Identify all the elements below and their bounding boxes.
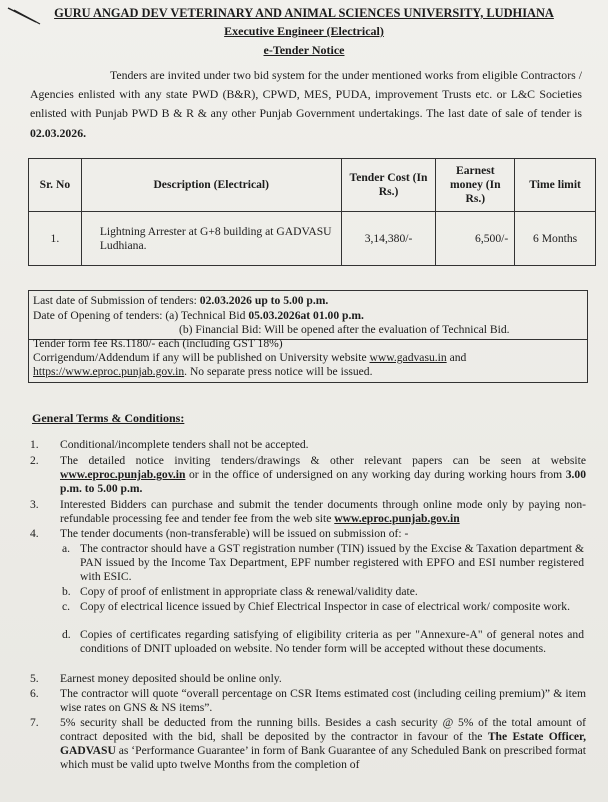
opening-label: Date of Opening of tenders: (a) Technical Bid (33, 309, 249, 322)
tender-table (28, 158, 596, 266)
notice-title: e-Tender Notice (263, 43, 345, 57)
cell-sr: 1. (29, 212, 82, 266)
col-earnest-money: Earnest money (In Rs.) (436, 159, 515, 212)
opening-line (29, 309, 587, 323)
sub-letter: d. (62, 628, 71, 641)
sub-letter: c. (62, 600, 71, 613)
terms-title: General Terms & Conditions: (32, 411, 185, 425)
term-text (60, 454, 586, 496)
university-name: GURU ANGAD DEV VETERINARY AND ANIMAL SCIENCES UNIVERSITY, LUDHIANA (54, 6, 554, 20)
cell-description: Lightning Arrester at G+8 building at GADVASU Ludhiana. (81, 212, 341, 266)
intro-paragraph (30, 66, 582, 143)
eproc-line (29, 365, 587, 379)
corrigendum-line (29, 351, 587, 365)
eproc-link-term2[interactable]: www.eproc.punjab.gov.in (60, 468, 186, 481)
sub-text: Copy of electrical licence issued by Chief Electrical Inspector in case of electrical work/ composite work. (80, 600, 570, 613)
eproc-link-term3[interactable]: www.eproc.punjab.gov.in (334, 512, 460, 525)
sub-text: Copies of certificates regarding satisfying of eligibility criteria as per "Annexure-A" of general notes and conditions of DNIT uploaded on website. No tender form will be accepted without these documents. (80, 628, 584, 655)
table-row (29, 212, 596, 266)
office-name: Executive Engineer (Electrical) (224, 24, 384, 38)
term-text (60, 716, 586, 772)
fee-line: Tender form fee Rs.1180/- each (including GST 18%) (33, 337, 283, 350)
term-text: The tender documents (non-transferable) will be issued on submission of: - (60, 527, 409, 540)
cell-cost: 3,14,380/- (341, 212, 436, 266)
intro-date: 02.03.2026. (30, 125, 87, 140)
col-sr-no: Sr. No (29, 159, 82, 212)
term-number: 6. (30, 687, 39, 700)
term-number: 1. (30, 438, 39, 451)
term-text (60, 498, 586, 526)
col-tender-cost: Tender Cost (In Rs.) (341, 159, 436, 212)
dates-box (28, 290, 588, 340)
submission-line (29, 294, 587, 308)
press-notice-text: . No separate press notice will be issued. (184, 365, 373, 378)
term-number: 3. (30, 498, 39, 511)
sub-letter: b. (62, 585, 71, 598)
term-number: 7. (30, 716, 39, 729)
sub-text: Copy of proof of enlistment in appropriate class & renewal/validity date. (80, 585, 418, 598)
financial-bid-line: (b) Financial Bid: Will be opened after the evaluation of Technical Bid. (179, 323, 510, 336)
term-number: 5. (30, 672, 39, 685)
submission-label: Last date of Submission of tenders: (33, 294, 200, 307)
corrigendum-text: Corrigendum/Addendum if any will be published on University website (33, 351, 370, 364)
term-2-text-b: or in the office of undersigned on any working day during working hours from (185, 468, 566, 481)
cell-time: 6 Months (515, 212, 596, 266)
opening-value: 05.03.2026at 01.00 p.m. (248, 309, 364, 322)
term-text: Conditional/incomplete tenders shall not be accepted. (60, 438, 309, 451)
fee-box (28, 336, 588, 383)
sub-letter: a. (62, 542, 71, 555)
col-description: Description (Electrical) (81, 159, 341, 212)
eproc-website-link[interactable]: https://www.eproc.punjab.gov.in (33, 365, 185, 378)
term-number: 2. (30, 454, 39, 467)
estate-officer: The Estate Officer, GADVASU (60, 730, 587, 757)
term-7-text-b: as ‘Performance Guarantee’ in form of Bank Guarantee of any Scheduled Bank on prescribed format which must be valid upto twelve Months from the completion of (60, 744, 586, 771)
term-number: 4. (30, 527, 39, 540)
col-time-limit: Time limit (515, 159, 596, 212)
intro-text: Tenders are invited under two bid system for the under mentioned works from eligible Contractors / Agencies enlisted with any state PWD (B&R), CPWD, MES, PUDA, improvement Trusts etc. or L&C Societies enlisted with Punjab PWD B & R & any other Punjab Government undertakings. The last date of sale of tender is (30, 68, 582, 121)
submission-value: 02.03.2026 up to 5.00 p.m. (199, 294, 329, 307)
sub-text: The contractor should have a GST registration number (TIN) issued by the Excise & Taxation department & PAN issued by the Income Tax Department, EPF number registered with EPFO and ESI number registered with ESIC. (80, 542, 584, 583)
term-text: The contractor will quote “overall percentage on CSR Items estimated cost (including ceiling premium)” & item wise rates on GNS & NS items”. (60, 687, 586, 714)
table-header-row (29, 159, 596, 212)
term-7-text-a: 5% security shall be deducted from the running bills. Besides a cash security @ 5% of the total amount of contract deposited with the bid, shall be deposited by the contractor in favour of the (60, 716, 586, 743)
cell-earnest: 6,500/- (436, 212, 515, 266)
university-website-link[interactable]: www.gadvasu.in (369, 351, 447, 364)
term-3-text: Interested Bidders can purchase and submit the tender documents through online mode only by paying non-refundable processing fee and tender fee from the web site (60, 498, 586, 525)
term-2-text-a: The detailed notice inviting tenders/drawings & other relevant papers can be seen at website (60, 454, 586, 467)
term-text: Earnest money deposited should be online only. (60, 672, 282, 685)
corrigendum-and: and (446, 351, 467, 364)
working-hours: 3.00 p.m. to 5.00 p.m. (60, 468, 586, 495)
